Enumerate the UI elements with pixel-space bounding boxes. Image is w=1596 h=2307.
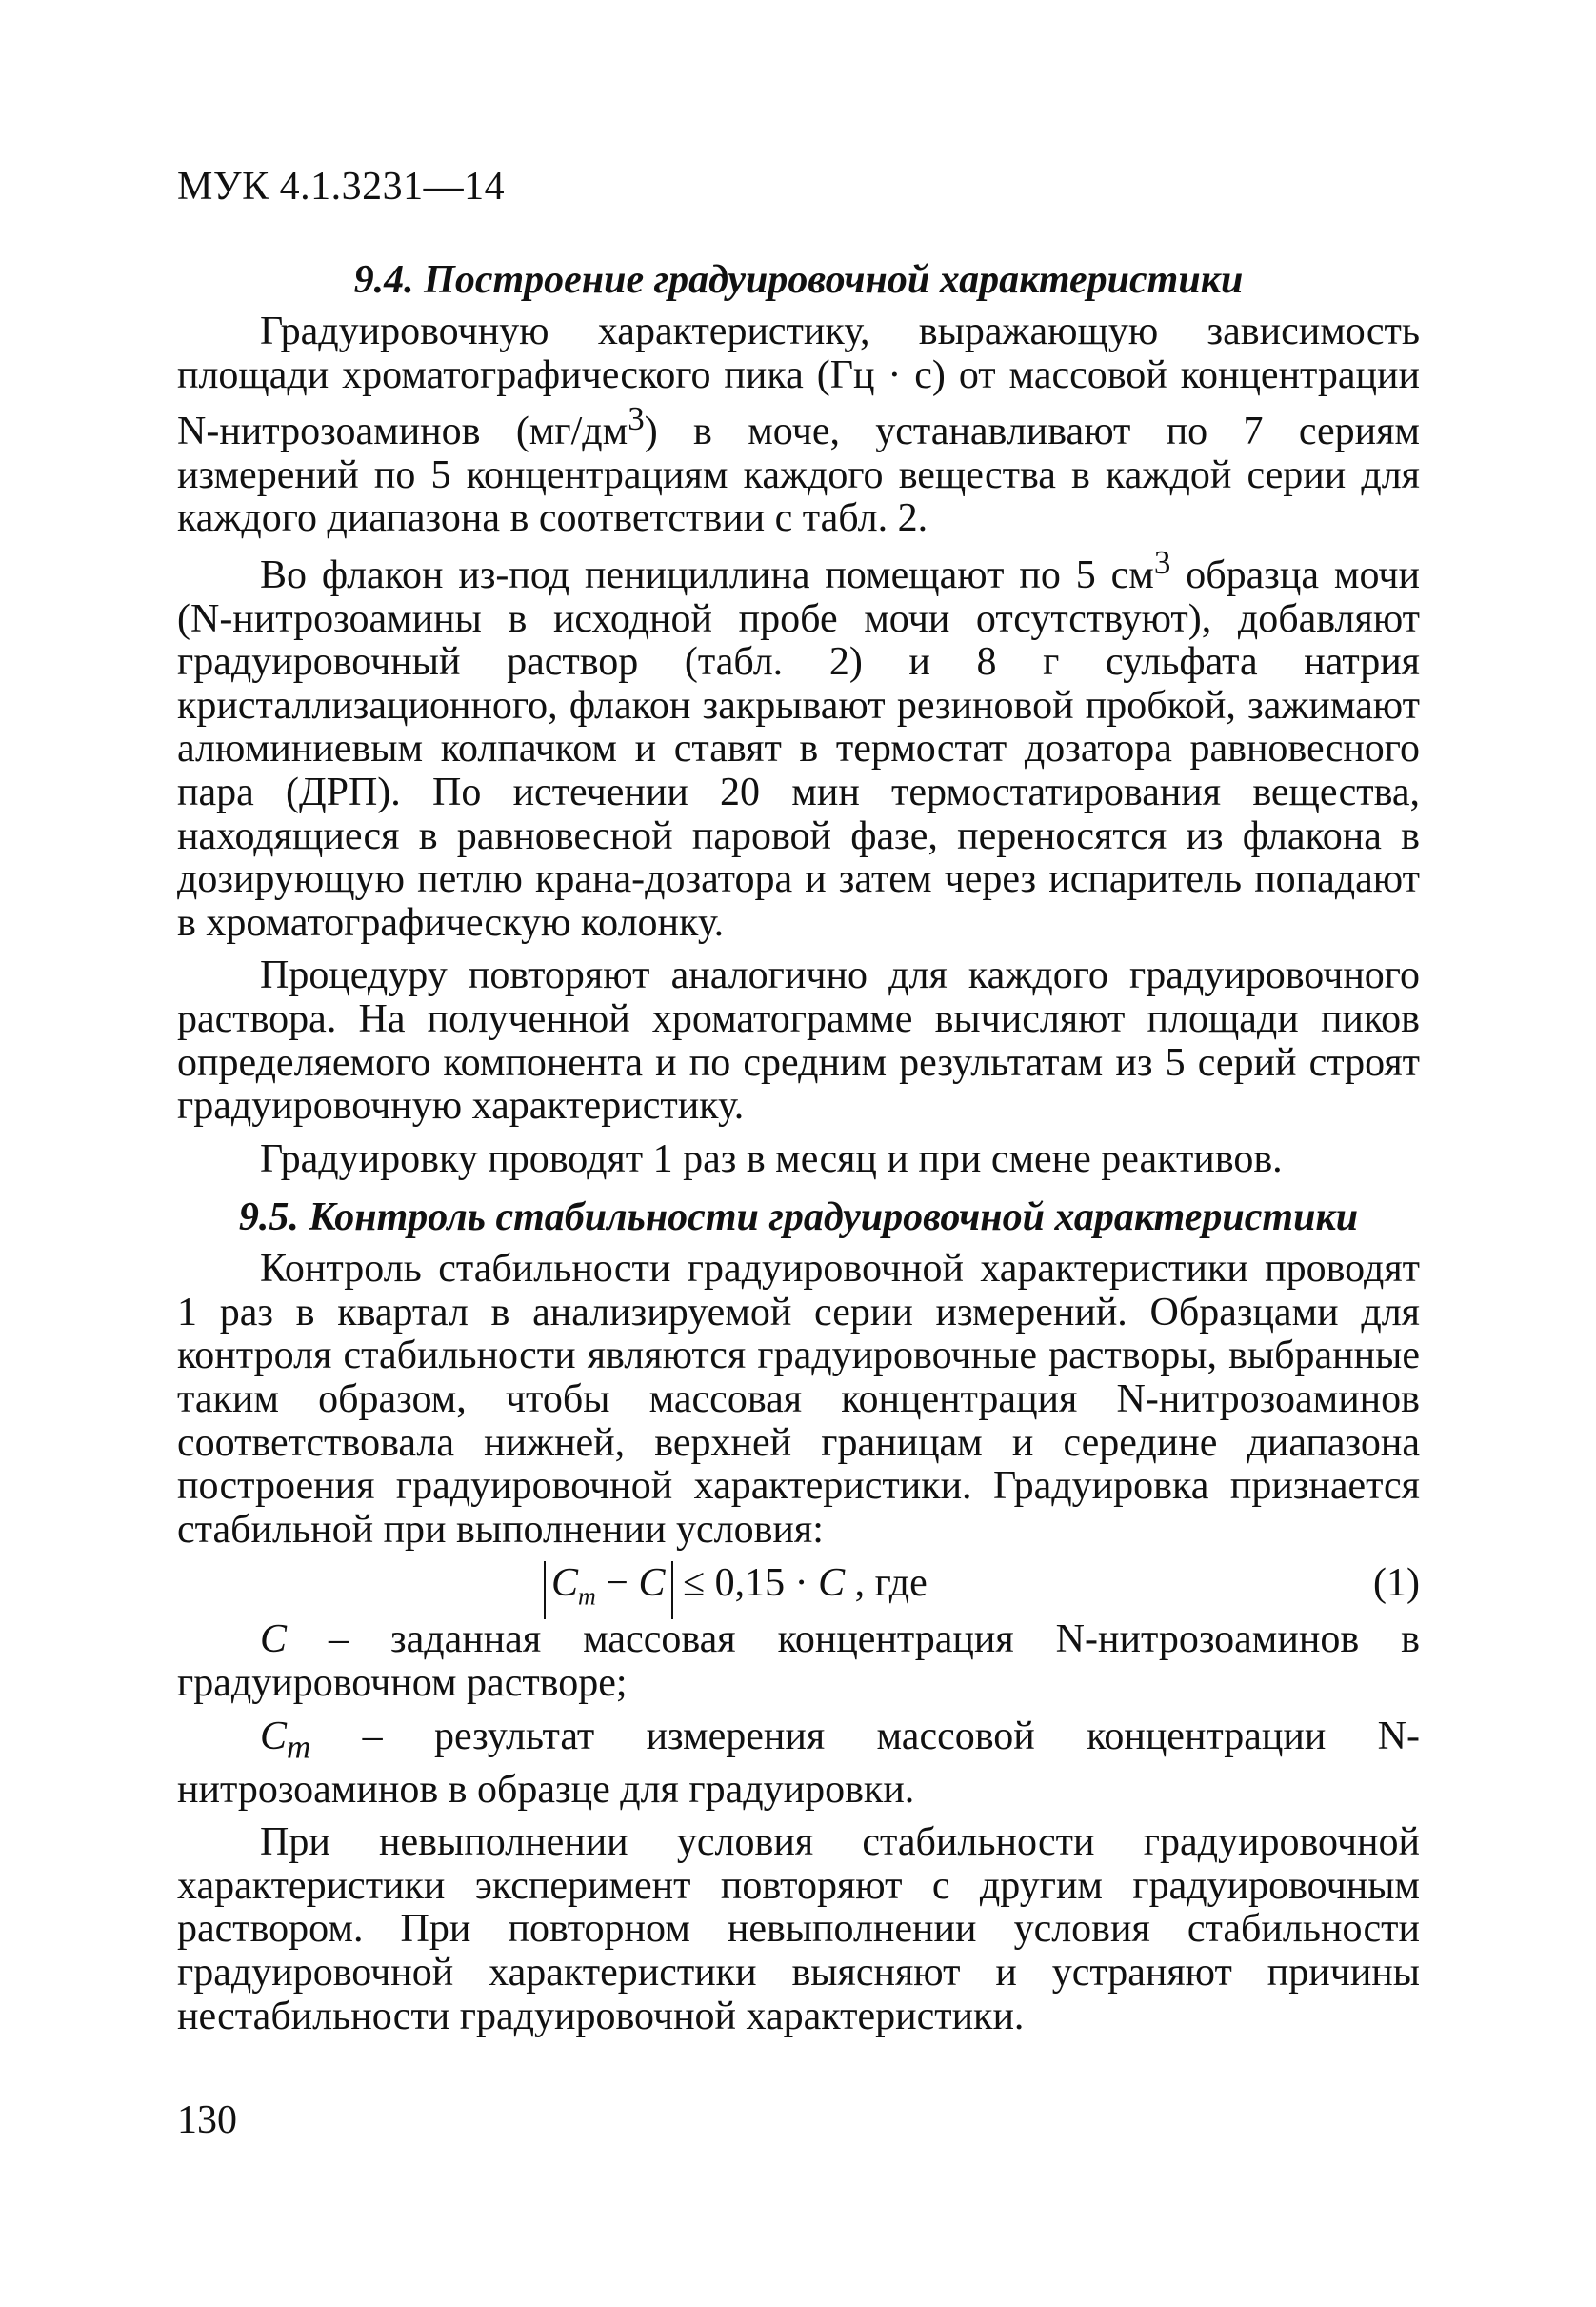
superscript: 3 (1153, 543, 1171, 581)
paragraph-text: Градуировочную характеристику, выражающую зависимость площади хроматографического пика (Гц · с) от массовой концентрации N-нитрозоаминов (мг/дм (177, 310, 1420, 454)
formula-1 (177, 1555, 1420, 1611)
section-9-4-paragraph-1 (177, 311, 1420, 541)
formula-operator: · (785, 1561, 819, 1606)
page-number: 130 (177, 2098, 237, 2142)
formula-suffix: , где (845, 1561, 928, 1606)
absolute-value (544, 1561, 673, 1618)
definition-text: – заданная массовая концентрация N-нитрозоаминов в градуировочном растворе; (177, 1617, 1420, 1706)
section-9-4-paragraph-3: Процедуру повторяют аналогично для каждого градуировочного раствора. На полученной хроматограмме вычисляют площади пиков определяемого компонента и по средним результатам из 5 серий строят градуировочную характеристику. (177, 953, 1420, 1129)
formula-expression (544, 1559, 928, 1618)
formula-operator: − (595, 1561, 639, 1606)
definition-variable: C (260, 1617, 288, 1662)
definition-c (177, 1618, 1420, 1705)
section-9-5-paragraph-1: Контроль стабильности градуировочной характеристики проводят 1 раз в квартал в анализируемой серии измерений. Образцами для контроля стабильности являются градуировочные растворы, выбранные таким образом, чтобы массовая концентрация N-нитрозоаминов соответствовала нижней, верхней границам и середине диапазона построения градуировочной характеристики. Градуировка признается стабильной при выполнении условия: (177, 1247, 1420, 1552)
paragraph-text: ) в моче, устанавливают по 7 сериям измерений по 5 концентрациям каждого вещества в каждой серии для каждого диапазона в соответствии с табл. 2. (177, 410, 1420, 541)
section-9-4-paragraph-4: Градуировку проводят 1 раз в месяц и при смене реактивов. (260, 1136, 1283, 1181)
page-body (177, 255, 1420, 2038)
paragraph-text: Во флакон из-под пенициллина помещают по 5 см (260, 552, 1154, 597)
formula-variable: C (551, 1561, 579, 1606)
definition-text: – результат измерения массовой концентрации N-нитрозоаминов в образце для градуировки. (177, 1714, 1420, 1812)
section-9-5-heading: 9.5. Контроль стабильности градуировочной характеристики (238, 1195, 1359, 1240)
definition-subscript: m (287, 1728, 311, 1766)
section-9-4-paragraph-2 (177, 541, 1420, 945)
section-9-5-paragraph-2: При невыполнении условия стабильности градуировочной характеристики эксперимент повторяют с другим градуировочным раствором. При повторном невыполнении условия стабильности градуировочной характеристики выясняют и устраняют причины нестабильности градуировочной характеристики. (177, 1820, 1420, 2038)
definition-variable: C (260, 1714, 288, 1758)
formula-variable: C (818, 1561, 846, 1606)
formula-number: (1) (1373, 1561, 1420, 1606)
paragraph-text: образца мочи (N-нитрозоамины в исходной пробе мочи отсутствуют), добавляют градуировочный раствор (табл. 2) и 8 г сульфата натрия кристаллизационного, флакон закрывают резиновой пробкой, зажимают алюминиевым колпачком и ставят в термостат дозатора равновесного пара (ДРП). По истечении 20 мин термостатирования вещества, находящиеся в равновесной паровой фазе, переносятся из флакона в дозирующую петлю крана-дозатора и затем через испаритель попадают в хроматографическую колонку. (177, 552, 1421, 945)
formula-coefficient: 0,15 (714, 1561, 786, 1606)
formula-subscript: m (578, 1582, 596, 1611)
definition-cm (177, 1715, 1420, 1813)
document-code-header: МУК 4.1.3231—14 (177, 165, 506, 209)
section-9-4-heading: 9.4. Построение градуировочной характеристики (353, 258, 1244, 302)
superscript: 3 (628, 400, 645, 438)
formula-operator: ≤ (672, 1561, 715, 1606)
formula-variable: C (638, 1561, 666, 1606)
